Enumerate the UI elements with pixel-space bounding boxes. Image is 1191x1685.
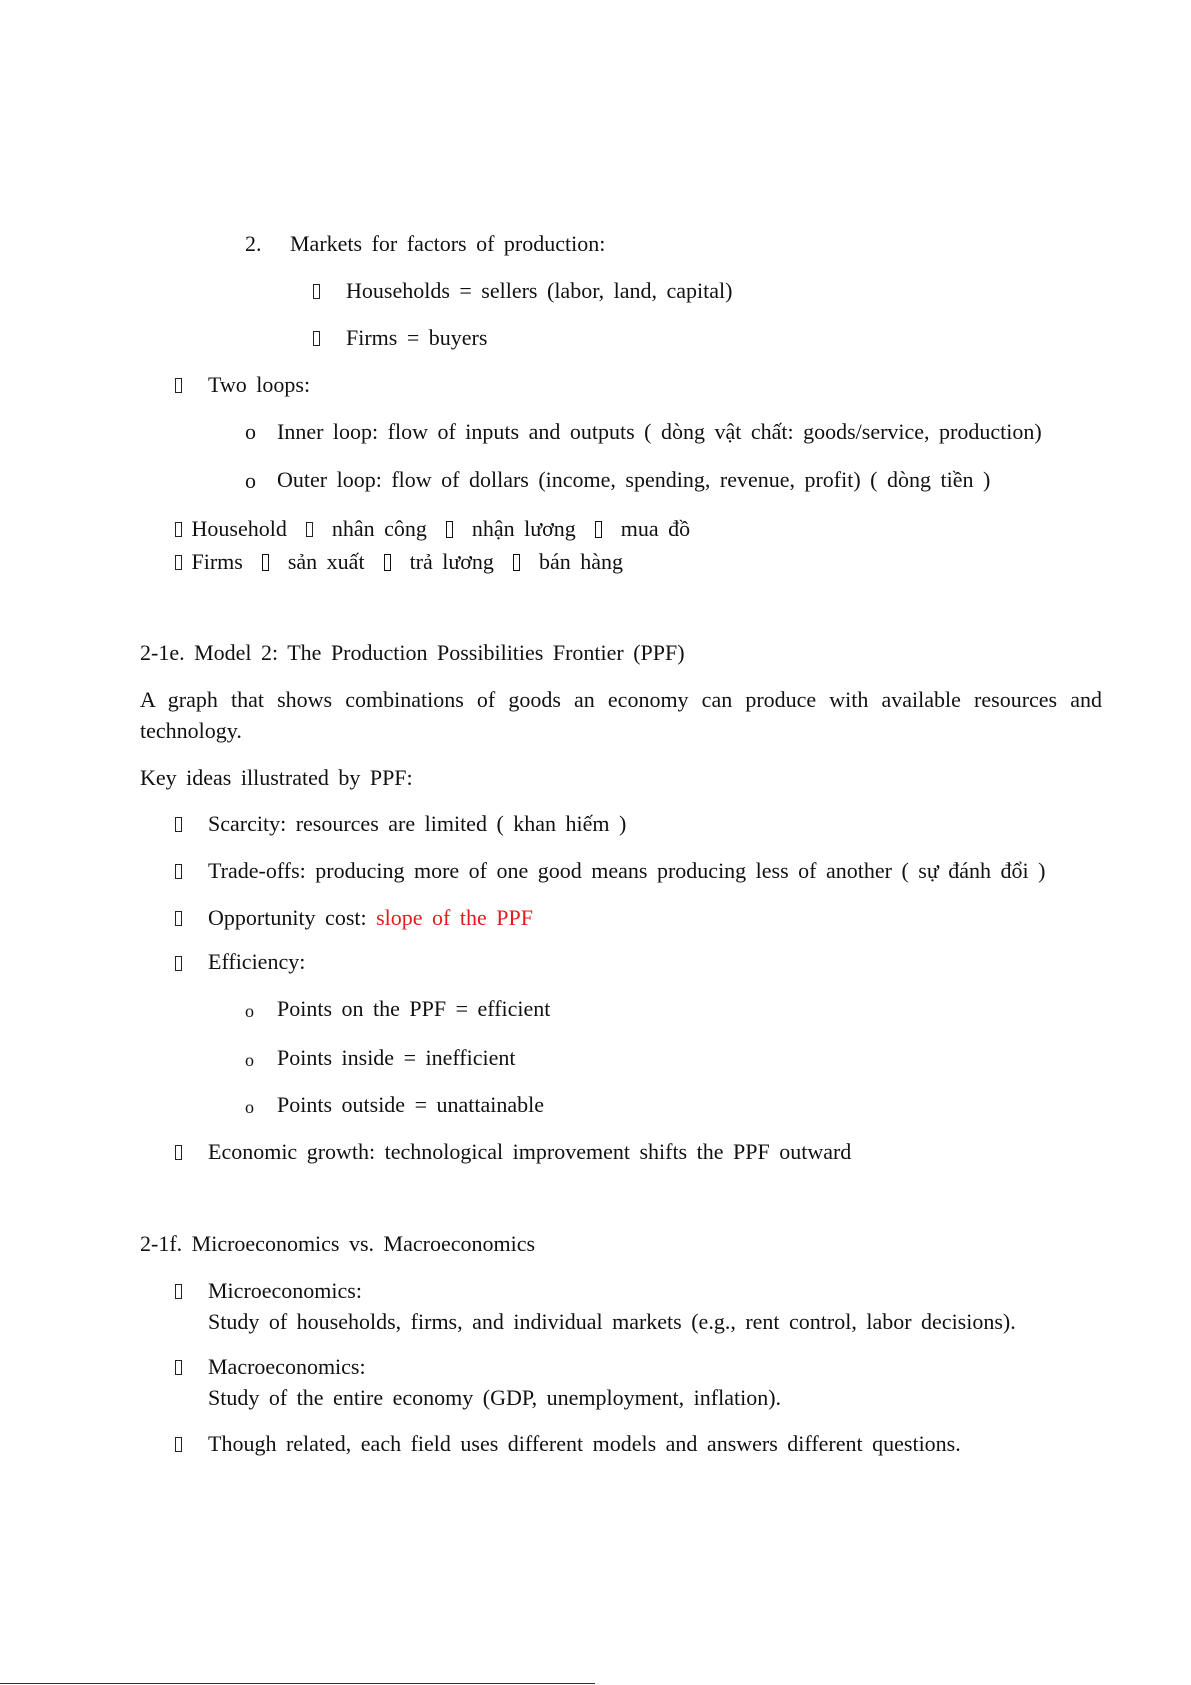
note-item: Though related, each field uses different models and answers different questions. [208, 1431, 961, 1456]
inner-loop-text: Inner loop: flow of inputs and outputs ( dòng vật chất: goods/service, production) [277, 419, 1042, 444]
chain-item: bán hàng [538, 549, 623, 574]
chain-item: Firms [191, 549, 243, 574]
chain-item: trả lương [409, 549, 494, 574]
household-chain [175, 515, 690, 543]
efficiency-item: Points inside = inefficient [277, 1045, 516, 1070]
bullet-icon [175, 950, 182, 978]
bullet-icon [313, 325, 320, 353]
chain-item: Household [191, 516, 287, 541]
list-number: 2. [245, 231, 262, 256]
bullet-icon [175, 1354, 182, 1382]
scarcity-item: Scarcity: resources are limited ( khan hiếm ) [208, 811, 627, 836]
macro-label: Macroeconomics: [208, 1354, 366, 1379]
bullet-icon [175, 811, 182, 839]
arrow-glyph-icon [306, 522, 313, 537]
ppf-heading: 2-1e. Model 2: The Production Possibilities Frontier (PPF) [140, 640, 685, 665]
arrow-glyph-icon [384, 554, 391, 571]
chain-item: sản xuất [287, 549, 365, 574]
growth-item: Economic growth: technological improvement shifts the PPF outward [208, 1139, 852, 1164]
bullet-icon [175, 1139, 182, 1167]
markets-factors-heading [245, 230, 605, 258]
two-loops-title: Two loops: [208, 372, 311, 397]
efficiency-label: Efficiency: [208, 949, 306, 974]
micro-macro-heading: 2-1f. Microeconomics vs. Macroeconomics [140, 1231, 536, 1256]
footer-rule [0, 1683, 595, 1684]
opportunity-highlight: slope of the PPF [376, 905, 533, 930]
efficiency-item: Points on the PPF = efficient [277, 996, 551, 1021]
bullet-icon [175, 372, 182, 400]
opportunity-cost-item [208, 904, 533, 932]
markets-factors-title: Markets for factors of production: [290, 231, 606, 256]
circle-bullet-icon: o [245, 1050, 254, 1070]
list-item: Households = sellers (labor, land, capital) [346, 278, 733, 303]
chain-item: mua đồ [620, 516, 691, 541]
circle-bullet-icon: o [245, 1097, 254, 1117]
bullet-icon [175, 858, 182, 886]
circle-bullet-icon: o [245, 468, 256, 493]
bullet-icon [175, 522, 182, 537]
firms-chain [175, 548, 623, 576]
bullet-icon [313, 278, 320, 306]
bullet-icon [175, 555, 182, 570]
ppf-description: A graph that shows combinations of goods an economy can produce with available resources and technology. [140, 687, 1102, 743]
bullet-icon [175, 1278, 182, 1306]
arrow-glyph-icon [446, 521, 453, 538]
macro-description: Study of the entire economy (GDP, unemployment, inflation). [208, 1385, 782, 1410]
bullet-icon [175, 1431, 182, 1459]
chain-item: nhân công [331, 516, 427, 541]
circle-bullet-icon: o [245, 419, 256, 444]
micro-description: Study of households, firms, and individual markets (e.g., rent control, labor decisions). [208, 1309, 1016, 1334]
outer-loop-text: Outer loop: flow of dollars (income, spending, revenue, profit) ( dòng tiền ) [277, 467, 991, 492]
arrow-glyph-icon [595, 521, 602, 538]
bullet-icon [175, 905, 182, 933]
arrow-glyph-icon [262, 554, 269, 571]
circle-bullet-icon: o [245, 1001, 254, 1021]
key-ideas-label: Key ideas illustrated by PPF: [140, 765, 413, 790]
micro-label: Microeconomics: [208, 1278, 362, 1303]
tradeoffs-item: Trade-offs: producing more of one good means producing less of another ( sự đánh đổi ) [208, 858, 1046, 883]
opportunity-label: Opportunity cost: [208, 905, 367, 930]
chain-item: nhận lương [471, 516, 576, 541]
arrow-glyph-icon [513, 554, 520, 571]
efficiency-item: Points outside = unattainable [277, 1092, 544, 1117]
list-item: Firms = buyers [346, 325, 488, 350]
